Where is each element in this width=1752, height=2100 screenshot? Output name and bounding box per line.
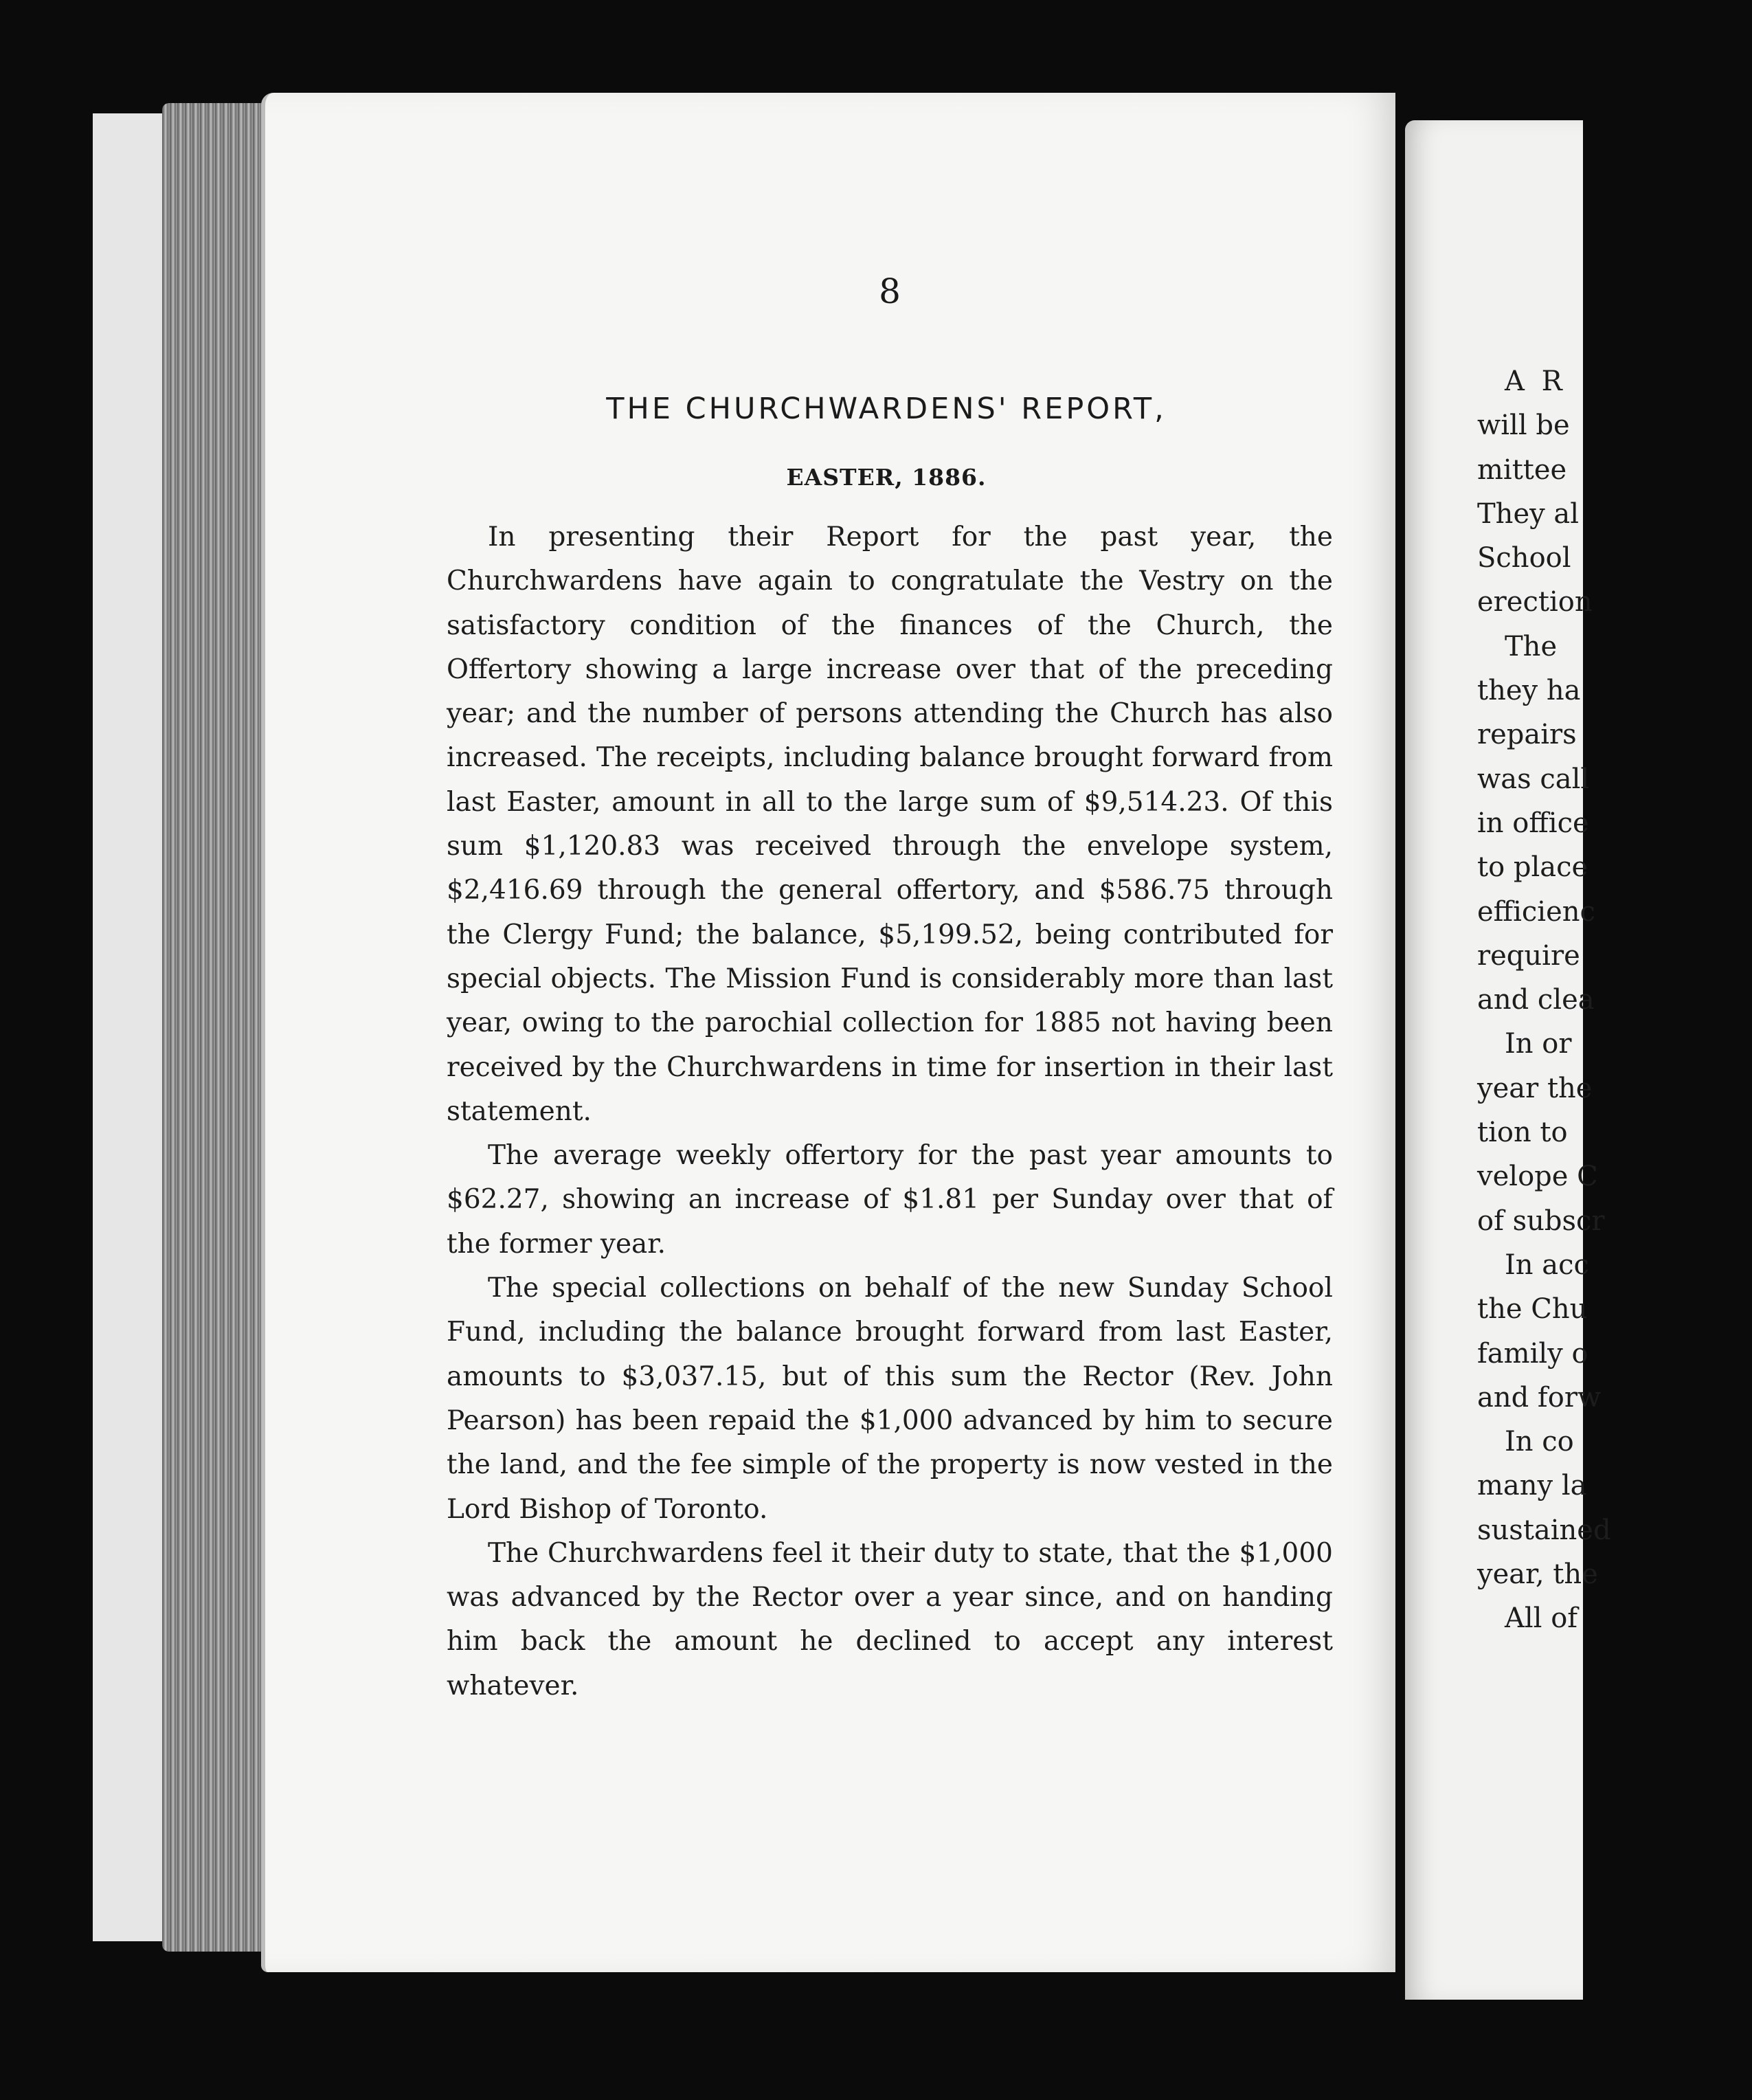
right-line: they ha xyxy=(1477,675,1581,707)
right-line: In co xyxy=(1505,1426,1574,1458)
right-line: In acc xyxy=(1505,1249,1589,1281)
report-title: THE CHURCHWARDENS' REPORT, xyxy=(606,392,1167,426)
right-line: mittee xyxy=(1477,454,1567,486)
paragraph: In presenting their Report for the past year, the Churchwardens have again to congratulate the Vestry on the satisfactory condition of the finances of the Church, the Offertory showing a large increase over that of the preceding year; and the number of persons attending the Church has also increased. The receipts, including balance brought forward from last Easter, amount in all to the large sum of $9,514.23. Of this sum $1,120.83 was received through the envelope system, $2,416.69 through the general offertory, and $586.75 through the Clergy Fund; the balance, $5,199.52, being contributed for special objects. The Mission Fund is considerably more than last year, owing to the parochial collection for 1885 not having been received by the Churchwardens in time for insertion in their last statement. xyxy=(447,522,1333,1127)
right-line: and forw xyxy=(1477,1381,1602,1414)
right-line: year, the xyxy=(1477,1559,1598,1591)
right-line: velope C xyxy=(1477,1161,1598,1193)
right-line: and clea xyxy=(1477,984,1595,1016)
right-line: will be xyxy=(1477,410,1570,442)
page-edge-margin xyxy=(93,113,168,1941)
right-line: sustained xyxy=(1477,1514,1611,1546)
right-page-text xyxy=(1477,359,1752,1641)
right-line: efficienc xyxy=(1477,895,1595,928)
right-line: to place xyxy=(1477,851,1588,884)
right-line: year the xyxy=(1477,1072,1593,1104)
right-line: All of xyxy=(1505,1602,1578,1635)
report-subtitle: EASTER, 1886. xyxy=(786,464,987,491)
right-line: In or xyxy=(1505,1028,1572,1060)
right-line: School xyxy=(1477,542,1571,574)
right-page xyxy=(1405,120,1611,2000)
right-line: They al xyxy=(1477,498,1580,530)
right-line: many la xyxy=(1477,1470,1587,1502)
right-line: the Chu xyxy=(1477,1293,1588,1326)
report-body xyxy=(447,515,1333,1708)
right-line: tion to xyxy=(1477,1117,1568,1149)
page-number: 8 xyxy=(879,271,901,311)
right-line: A R xyxy=(1505,366,1566,397)
right-line: The xyxy=(1505,630,1558,662)
right-line: erection xyxy=(1477,586,1593,618)
right-line: of subscr xyxy=(1477,1205,1605,1237)
paragraph: The average weekly offertory for the past year amounts to $62.27, showing an increase of $1.81 per Sunday over that of the former year. xyxy=(447,1140,1333,1260)
paragraph: The special collections on behalf of the new Sunday School Fund, including the balance brought forward from last Easter, amounts to $3,037.15, but of this sum the Rector (Rev. John Pearson) has been repaid the $1,000 advanced by him to secure the land, and the fee simple of the property is now vested in the Lord Bishop of Toronto. xyxy=(447,1273,1333,1525)
right-line: in office xyxy=(1477,807,1589,839)
right-line: repairs xyxy=(1477,719,1577,751)
right-line: family o xyxy=(1477,1337,1588,1370)
paragraph: The Churchwardens feel it their duty to state, that the $1,000 was advanced by the Rector over a year since, and on handing him back the amount he declined to accept any interest whatever. xyxy=(447,1537,1333,1701)
right-line: was call xyxy=(1477,763,1590,795)
right-line: require xyxy=(1477,939,1580,972)
